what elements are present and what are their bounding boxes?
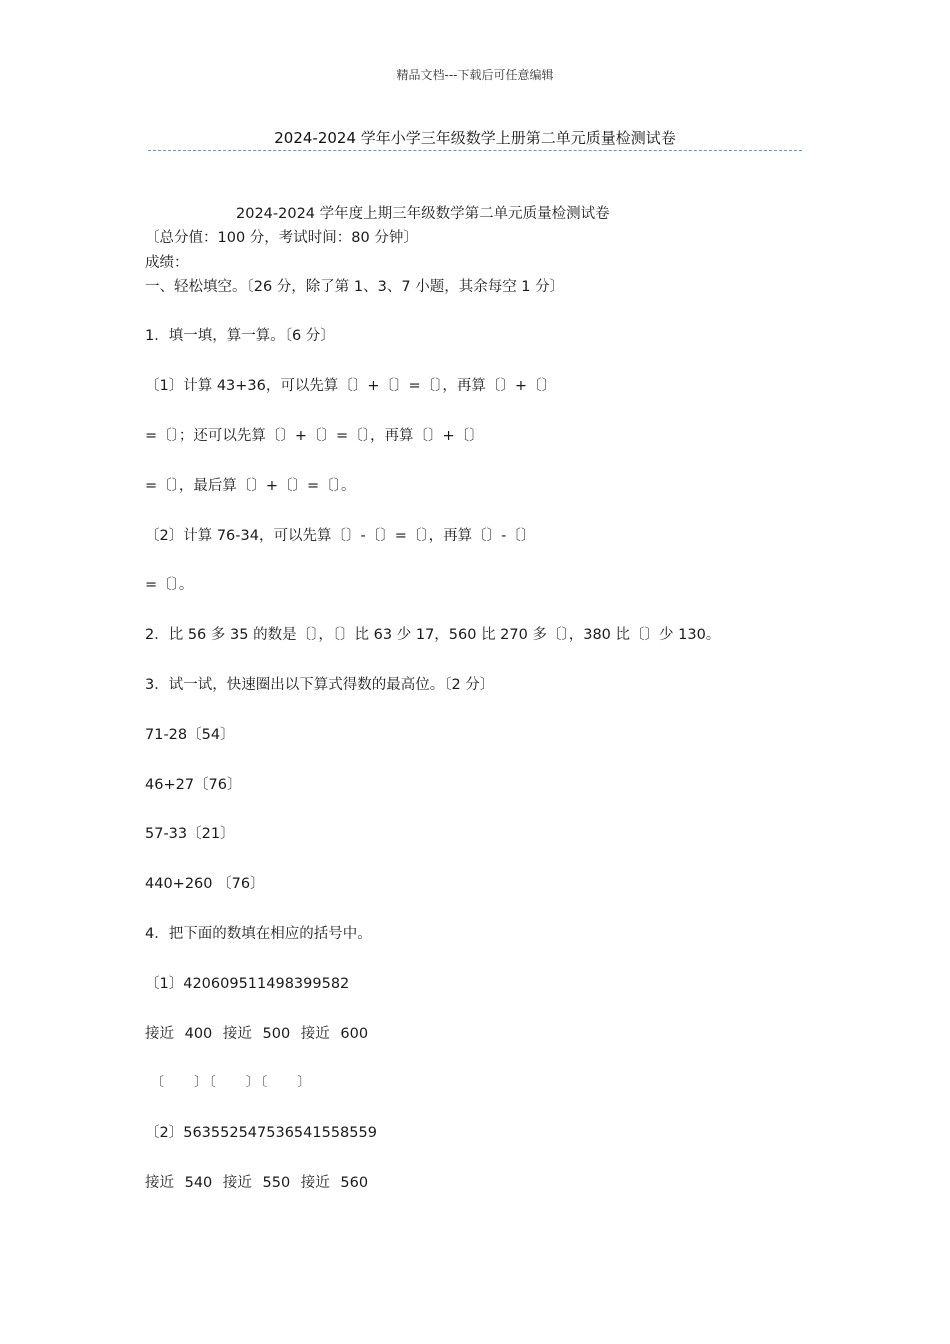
exam-title: 2024-2024 学年度上期三年级数学第二单元质量检测试卷 xyxy=(236,206,610,222)
question-4-part1-numbers: 〔1〕420609511498399582 xyxy=(145,976,350,992)
question-1-title: 1．填一填，算一算。〔6 分〕 xyxy=(145,328,335,344)
question-3-item: 46+27〔76〕 xyxy=(145,777,242,793)
section-1-heading: 一、轻松填空。〔26 分，除了第 1、3、7 小题，其余每空 1 分〕 xyxy=(145,279,565,295)
question-4-part2-numbers: 〔2〕563552547536541558559 xyxy=(145,1125,377,1141)
question-3-item: 71-28〔54〕 xyxy=(145,727,235,743)
exam-info: 〔总分值：100 分，考试时间：80 分钟〕 xyxy=(145,230,418,246)
question-4-part1-labels: 接近 400 接近 500 接近 600 xyxy=(145,1026,369,1042)
document-title: 2024-2024 学年小学三年级数学上册第二单元质量检测试卷 xyxy=(274,129,676,147)
question-2: 2．比 56 多 35 的数是〔〕，〔〕比 63 少 17，560 比 270 多〔〕，380 比〔〕少 130。 xyxy=(145,627,721,643)
header-divider xyxy=(148,150,802,151)
question-4-part2-labels: 接近 540 接近 550 接近 560 xyxy=(145,1175,369,1191)
question-3-title: 3．试一试，快速圈出以下算式得数的最高位。〔2 分〕 xyxy=(145,677,495,693)
question-3-item: 57-33〔21〕 xyxy=(145,826,235,842)
question-3-item: 440+260 〔76〕 xyxy=(145,876,265,892)
question-1-part1-line2: =〔〕；还可以先算〔〕+〔〕=〔〕，再算〔〕+〔〕 xyxy=(145,428,484,444)
question-1-part2-line2: =〔〕。 xyxy=(145,577,194,593)
score-label: 成绩： xyxy=(145,255,189,271)
question-1-part1-line1: 〔1〕计算 43+36，可以先算〔〕+〔〕=〔〕，再算〔〕+〔〕 xyxy=(145,378,557,394)
question-4-part1-blanks: 〔 〕〔 〕〔 〕 xyxy=(151,1075,313,1090)
question-1-part1-line3: =〔〕，最后算〔〕+〔〕=〔〕。 xyxy=(145,478,356,494)
question-4-title: 4．把下面的数填在相应的括号中。 xyxy=(145,926,372,942)
watermark-text: 精品文档---下载后可任意编辑 xyxy=(396,68,554,82)
question-1-part2-line1: 〔2〕计算 76-34，可以先算〔〕-〔〕=〔〕，再算〔〕-〔〕 xyxy=(145,528,536,544)
